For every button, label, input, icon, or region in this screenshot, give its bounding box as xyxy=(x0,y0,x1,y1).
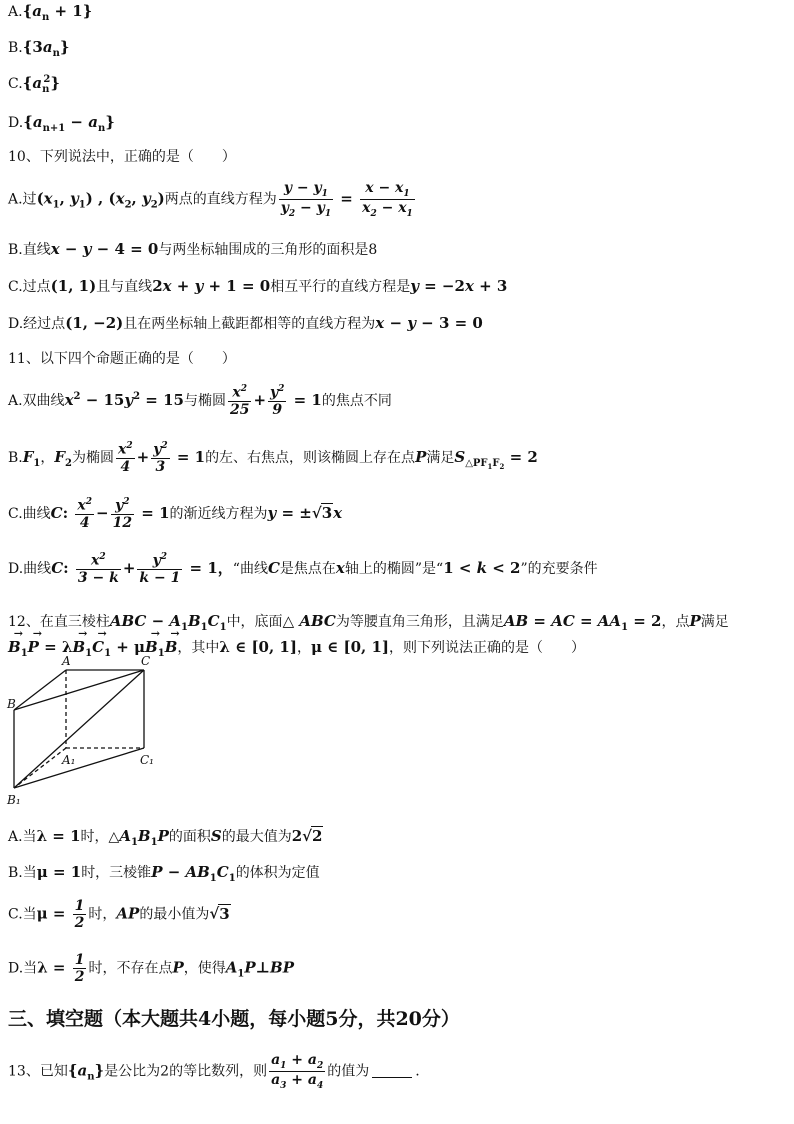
q11-option-b: $B.F_1$，$F_2$为椭圆 $\frac{x^2}{4}$ + $\frac{y^2}{3}$ = 1的左、右焦点，则该椭圆上存在点P满足$S_{\triangle PF_1F_2} = 2$ xyxy=(8,441,538,475)
vertex-label-c1: C₁ xyxy=(140,753,154,767)
q12-option-d: D.当λ = $\frac{1}{2}$ 时，不存在点P，使得$A_1P\perp BP$ xyxy=(8,952,295,986)
q11-option-d: D.曲线C: $\frac{x^2}{3 - k}$ + $\frac{y^2}{k - 1}$ = 1，“曲线C是焦点在x轴上的椭圆”是“1 < k < 2”的充要条件 xyxy=(8,552,598,586)
prism-figure xyxy=(4,654,179,809)
q12-stem: 12、在直三棱柱ABC − $A_1B_1C_1$中，底面△ ABC为等腰直角三角形，且满足AB = AC = $AA_1 = 2$，点P满足 xyxy=(8,612,729,633)
q11-stem: 11、以下四个命题正确的是（ ） xyxy=(8,351,236,367)
edge-bc xyxy=(14,670,144,710)
q12-option-a: A.当λ = 1时，$\triangle A_1B_1P$的面积S的最大值为2√2 xyxy=(8,827,323,848)
edge-b1c1 xyxy=(14,748,144,788)
q10-option-c: C.过点(1, 1)且与直线2x + y + 1 = 0相互平行的直线方程是y = −2x + 3 xyxy=(8,277,508,295)
q10-option-d: D.经过点(1, −2)且在两坐标轴上截距都相等的直线方程为x − y − 3 = 0 xyxy=(8,314,483,332)
section-3-heading: 三、填空题（本大题共4小题，每小题5分，共20分） xyxy=(8,1008,460,1030)
vertex-label-a1: A₁ xyxy=(62,753,76,767)
q9-option-b: $B.\{3a_n\}$ xyxy=(8,38,70,59)
q12-option-c: C.当μ = $\frac{1}{2}$ 时，AP的最小值为√3 xyxy=(8,898,230,932)
vertex-label-a: A xyxy=(62,654,71,668)
q11-option-c: C.曲线C: $\frac{x^2}{4}$ − $\frac{y^2}{12}$ = 1的渐近线方程为y = ±√3x xyxy=(8,497,343,531)
edge-b1c xyxy=(14,670,144,788)
edge-ab xyxy=(14,670,66,710)
q10-option-b: B.直线x − y − 4 = 0与两坐标轴围成的三角形的面积是8 xyxy=(8,240,378,258)
vertex-label-b1: B₁ xyxy=(7,793,21,807)
q12-option-b: B.当μ = 1时，三棱锥$P - AB_1C_1$的体积为定值 xyxy=(8,863,320,884)
q10-stem: 10、下列说法中，正确的是（ ） xyxy=(8,149,236,165)
edge-a1b1-hidden xyxy=(14,748,66,788)
q9-option-d: $D.\{a_{n+1} - a_n\}$ xyxy=(8,113,115,134)
q12-stem-line2: → $B_1\to P = \lambda\to B_1\to C_1 + \mu\to B_1\to B$，其中λ ∈ [0, 1]，μ ∈ [0, 1]，则下列说法正确的是（ ） xyxy=(8,638,788,660)
vertex-label-b: B xyxy=(7,697,16,711)
q11-option-a: A.双曲线$x^2 - 15y^2 = 15$与椭圆 $\frac{x^2}{25}$ + $\frac{y^2}{9}$ = 1的焦点不同 xyxy=(8,384,392,418)
q9-option-a: $A.\{a_n + 1\}$ xyxy=(8,2,93,23)
vertex-label-c: C xyxy=(141,654,151,668)
q9-option-c: $C.\{a_n^2\}$ xyxy=(8,74,60,95)
q13-answer-blank[interactable] xyxy=(372,1077,412,1078)
q10-option-a: A.过($x_1$, $y_1$) , ($x_2$, $y_2$)两点的直线方程为 $\frac{y - y_1}{y_2 - y_1}$ = $\frac{x - x_1}{x_2 - x_1}$ xyxy=(8,180,413,219)
q13-stem: 13、已知$\{a_n\}$是公比为2的等比数列，则 $\frac{a_1 + a_2}{a_3 + a_4}$ 的值为 . xyxy=(8,1052,420,1091)
